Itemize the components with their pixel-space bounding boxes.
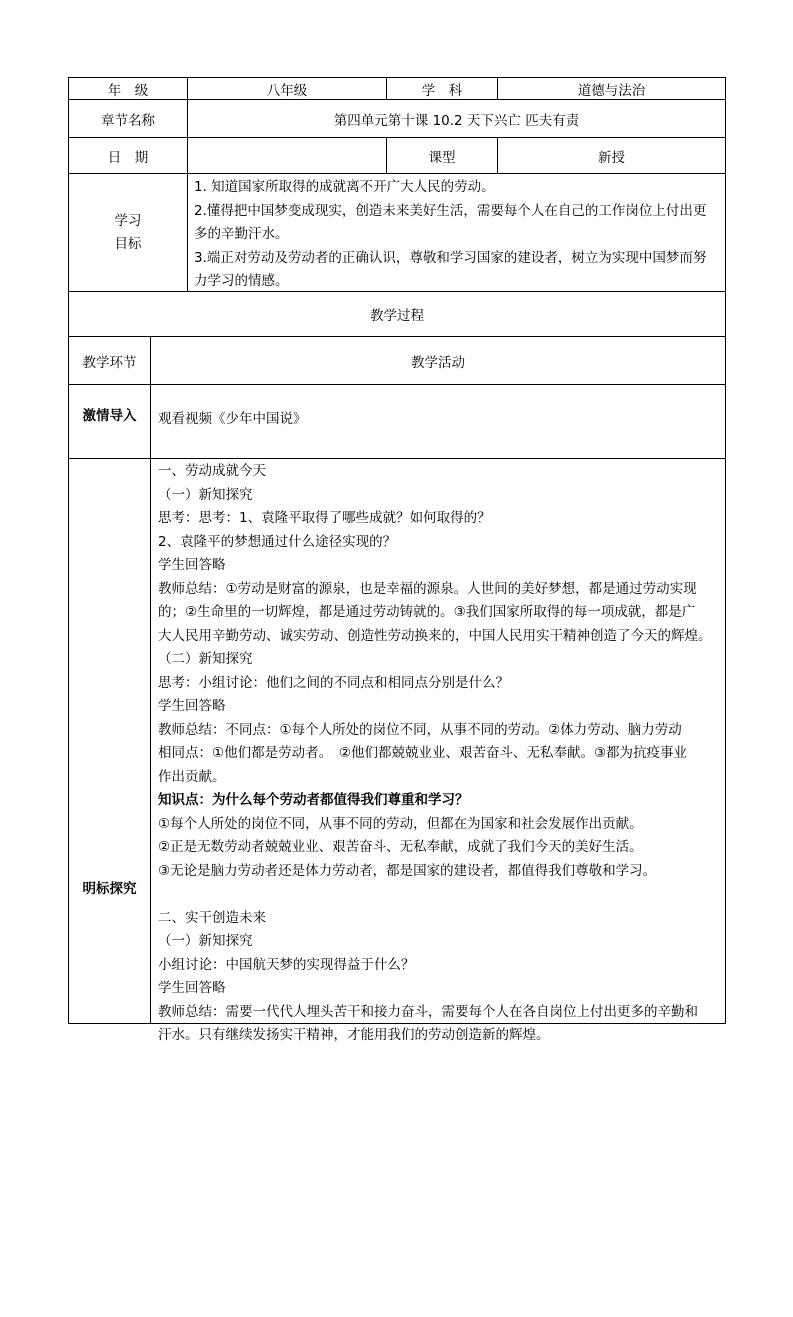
activity-line: ①每个人所处的岗位不同，从事不同的劳动，但都在为国家和社会发展作出贡献。 bbox=[158, 815, 643, 832]
activity-line bbox=[158, 883, 724, 907]
activity-line: 思考：小组讨论：他们之间的不同点和相同点分别是什么？ bbox=[158, 674, 509, 691]
lesson-type-value: 新授 bbox=[598, 149, 625, 166]
lesson-type-label: 课型 bbox=[428, 149, 456, 166]
activity-line: 学生回答略 bbox=[158, 698, 226, 714]
activity-column-header: 教学活动 bbox=[411, 354, 465, 371]
chapter-value: 第四单元第十课 10.2 天下兴亡 匹夫有责 bbox=[333, 112, 580, 129]
activity-line: 学生回答略 bbox=[158, 980, 226, 996]
goal-line: 3.端正对劳动及劳动者的正确认识，尊敬和学习国家的建设者，树立为实现中国梦而努 bbox=[194, 249, 707, 266]
intro-activity: 观看视频《少年中国说》 bbox=[158, 411, 307, 427]
activity-line: ②正是无数劳动者兢兢业业、艰苦奋斗、无私奉献，成就了我们今天的美好生活。 bbox=[158, 839, 643, 855]
process-title: 教学过程 bbox=[370, 308, 424, 324]
subject-label: 学 科 bbox=[421, 82, 463, 99]
activity-line: 汗水。只有继续发扬实干精神，才能用我们的劳动创造新的辉煌。 bbox=[158, 1027, 550, 1043]
activity-line: 学生回答略 bbox=[158, 557, 226, 573]
goal-line: 多的辛勤汗水。 bbox=[194, 226, 289, 242]
goal-line: 1. 知道国家所取得的成就离不开广大人民的劳动。 bbox=[194, 179, 495, 195]
grade-label: 年 级 bbox=[107, 82, 149, 99]
knowledge-point-heading: 知识点：为什么每个劳动者都值得我们尊重和学习？ bbox=[158, 792, 469, 808]
col-divider bbox=[150, 336, 151, 1024]
row-divider bbox=[68, 458, 726, 459]
activity-line: 相同点：①他们都是劳动者。 ②他们都兢兢业业、艰苦奋斗、无私奉献。③都为抗疫事业 bbox=[158, 745, 688, 761]
activity-line: 教师总结：需要一代代人埋头苦干和接力奋斗，需要每个人在各自岗位上付出更多的辛勤和 bbox=[158, 1003, 698, 1020]
date-label: 日 期 bbox=[107, 149, 149, 166]
main-stage: 明标探究 bbox=[82, 881, 137, 897]
activity-line: 小组讨论：中国航天梦的实现得益于什么？ bbox=[158, 956, 415, 973]
activity-line: （二）新知探究 bbox=[158, 651, 253, 667]
activity-line: 二、实干创造未来 bbox=[158, 909, 266, 926]
table-border-right bbox=[725, 77, 726, 1024]
activity-line: 思考：思考：1、袁隆平取得了哪些成就？如何取得的？ bbox=[158, 510, 491, 526]
activity-line: 2、袁隆平的梦想通过什么途径实现的？ bbox=[158, 533, 397, 550]
activity-line: ③无论是脑力劳动者还是体力劳动者，都是国家的建设者，都值得我们尊敬和学习。 bbox=[158, 862, 657, 879]
chapter-label: 章节名称 bbox=[101, 112, 155, 129]
date-value bbox=[188, 138, 386, 173]
activity-line: 的；②生命里的一切辉煌，都是通过劳动铸就的。③我们国家所取得的每一项成就，都是广 bbox=[158, 604, 696, 620]
activity-line: （一）新知探究 bbox=[158, 486, 253, 503]
subject-value: 道德与法治 bbox=[577, 82, 646, 99]
activity-line: 作出贡献。 bbox=[158, 768, 226, 785]
goals-text bbox=[194, 176, 722, 294]
activity-line: 教师总结：不同点：①每个人所处的岗位不同，从事不同的劳动。②体力劳动、脑力劳动 bbox=[158, 721, 682, 738]
intro-stage: 激情导入 bbox=[82, 408, 137, 424]
activity-line: （一）新知探究 bbox=[158, 933, 253, 949]
goal-line: 力学习的情感。 bbox=[194, 273, 289, 289]
main-activity bbox=[158, 460, 724, 1048]
stage-column-header: 教学环节 bbox=[82, 354, 137, 371]
goals-label: 学习 目标 bbox=[114, 212, 142, 252]
row-divider bbox=[68, 384, 726, 385]
activity-line: 大人民用辛勤劳动、诚实劳动、创造性劳动换来的，中国人民用实干精神创造了今天的辉煌。 bbox=[158, 627, 712, 644]
goal-line: 2.懂得把中国梦变成现实，创造未来美好生活，需要每个人在自己的工作岗位上付出更 bbox=[194, 202, 707, 219]
grade-value: 八年级 bbox=[266, 82, 308, 99]
activity-line: 教师总结：①劳动是财富的源泉，也是幸福的源泉。人世间的美好梦想，都是通过劳动实现 bbox=[158, 580, 697, 597]
activity-line: 一、劳动成就今天 bbox=[158, 463, 266, 479]
